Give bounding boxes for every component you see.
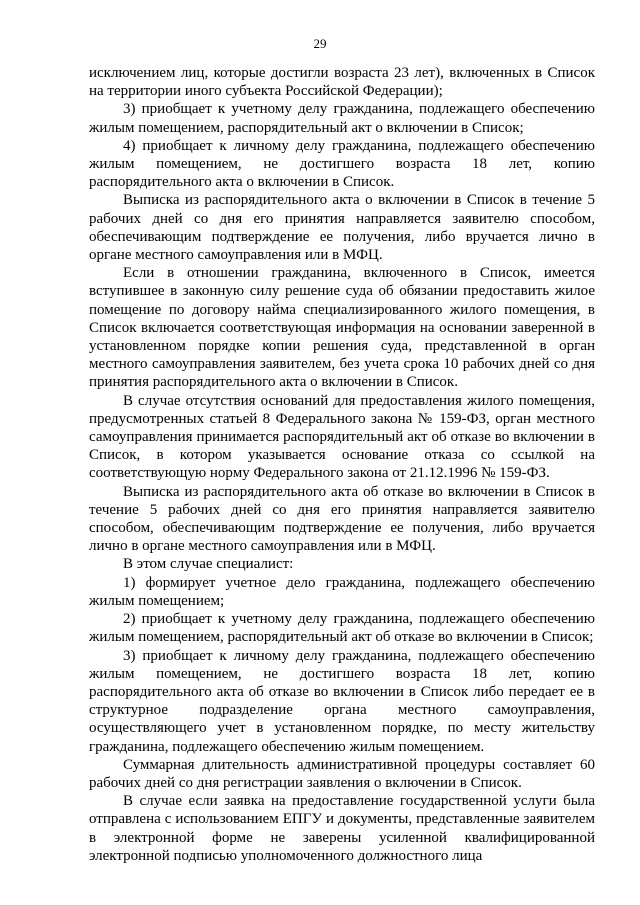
paragraph-extract-refusal: Выписка из распорядительного акта об отказе во включении в Список в течение 5 рабочих дней со дня его принятия направляется заявителю способом, обеспечивающим подтверждение ее получения, либо вручается лично в органе местного самоуправления или в МФЦ. [89, 483, 595, 555]
page-number: 29 [313, 36, 327, 51]
paragraph-item-4: 4) приобщает к личному делу гражданина, подлежащего обеспечению жилым помещением, не достигшего возраста 18 лет, копию распорядительного акта о включении в Список. [89, 137, 595, 191]
document-body [89, 64, 595, 865]
paragraph-continuation: исключением лиц, которые достигли возраста 23 лет), включенных в Список на территории иного субъекта Российской Федерации); [89, 65, 595, 100]
paragraph-court-decision: Если в отношении гражданина, включенного в Список, имеется вступившее в законную силу решение суда об обязании предоставить жилое помещение по договору найма специализированного жилого помещения, в Список включается соответствующая информация на основании заверенной в установленном порядке копии решения суда, представленной в орган местного самоуправления заявителем, без учета срока 10 рабочих дней со дня принятия распорядительного акта о включении в Список. [89, 265, 595, 391]
paragraph-step-3: 3) приобщает к личному делу гражданина, подлежащего обеспечению жилым помещением, не достигшего возраста 18 лет, копию распорядительного акта об отказе во включении в Список либо передает ее в структурное подразделение органа местного самоуправления, осуществляющего учет в установленном порядке, по месту жительству гражданина, подлежащего обеспечению жилым помещением. [89, 647, 595, 755]
paragraph-duration: Суммарная длительность административной процедуры составляет 60 рабочих дней со дня регистрации заявления о включении в Список. [89, 756, 595, 791]
paragraph-item-3: 3) приобщает к учетному делу гражданина, подлежащего обеспечению жилым помещением, распорядительный акт о включении в Список; [89, 101, 595, 136]
paragraph-refusal: В случае отсутствия оснований для предоставления жилого помещения, предусмотренных статьей 8 Федерального закона № 159-ФЗ, орган местного самоуправления принимается распорядительный акт об отказе во включении в Список, в котором указывается основание отказа со ссылкой на соответствующую норму Федерального закона от 21.12.1996 № 159-ФЗ. [89, 392, 595, 482]
paragraph-step-2: 2) приобщает к учетному делу гражданина, подлежащего обеспечению жилым помещением, распорядительный акт об отказе во включении в Список; [89, 611, 595, 646]
paragraph-specialist: В этом случае специалист: [123, 556, 294, 573]
paragraph-step-1: 1) формирует учетное дело гражданина, подлежащего обеспечению жилым помещением; [89, 574, 595, 609]
paragraph-extract-inclusion: Выписка из распорядительного акта о включении в Список в течение 5 рабочих дней со дня его принятия направляется заявителю способом, обеспечивающим подтверждение ее получения, либо вручается лично в органе местного самоуправления или в МФЦ. [89, 192, 595, 264]
paragraph-epgu: В случае если заявка на предоставление государственной услуги была отправлена с использованием ЕПГУ и документы, представленные заявителем в электронной форме не заверены усиленной квалифицированной электронной подписью уполномоченного должностного лица [89, 793, 595, 864]
